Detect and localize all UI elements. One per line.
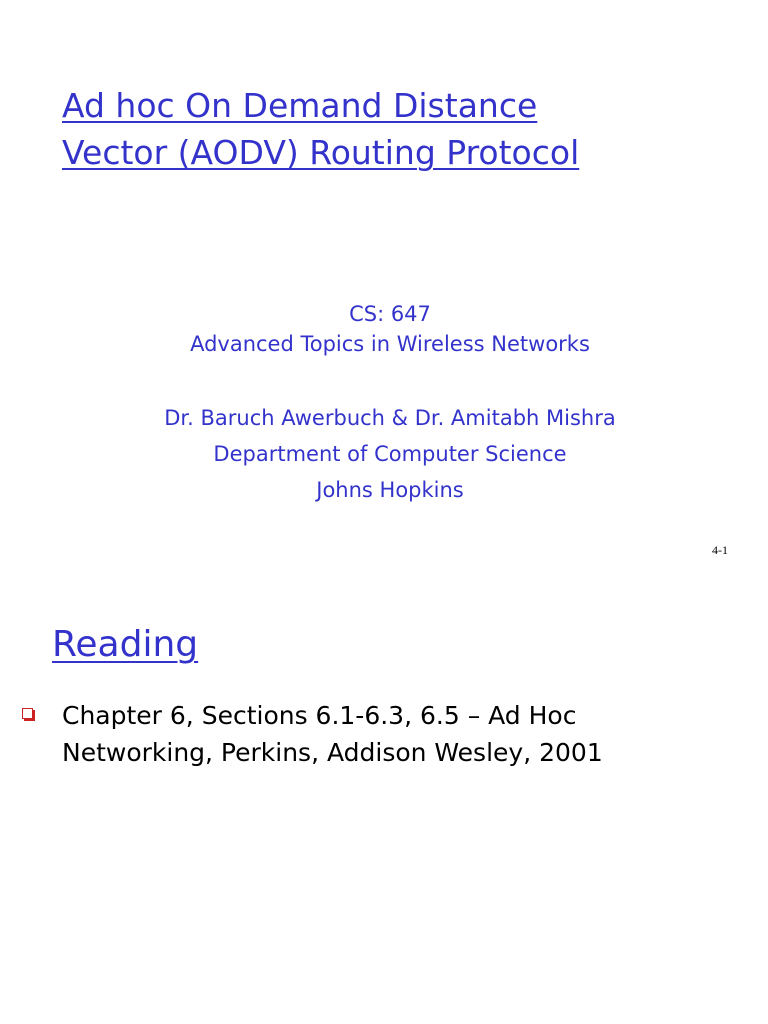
slide-number: 4-1	[712, 543, 728, 557]
university: Johns Hopkins	[316, 478, 464, 502]
authors: Dr. Baruch Awerbuch & Dr. Amitabh Mishra	[164, 406, 616, 430]
department: Department of Computer Science	[213, 442, 567, 466]
course-code: CS: 647	[349, 302, 431, 326]
course-name: Advanced Topics in Wireless Networks	[190, 332, 590, 356]
slide-title-line-2: Vector (AODV) Routing Protocol	[62, 133, 580, 172]
slide-heading: Reading	[52, 624, 199, 665]
reading-slide	[0, 580, 768, 1024]
square-bullet-icon	[22, 708, 33, 719]
bullet-text-line-1: Chapter 6, Sections 6.1-6.3, 6.5 – Ad Hoc	[62, 701, 577, 730]
bullet-text-line-2: Networking, Perkins, Addison Wesley, 2001	[62, 738, 603, 767]
slide-title-line-1: Ad hoc On Demand Distance	[62, 86, 538, 125]
